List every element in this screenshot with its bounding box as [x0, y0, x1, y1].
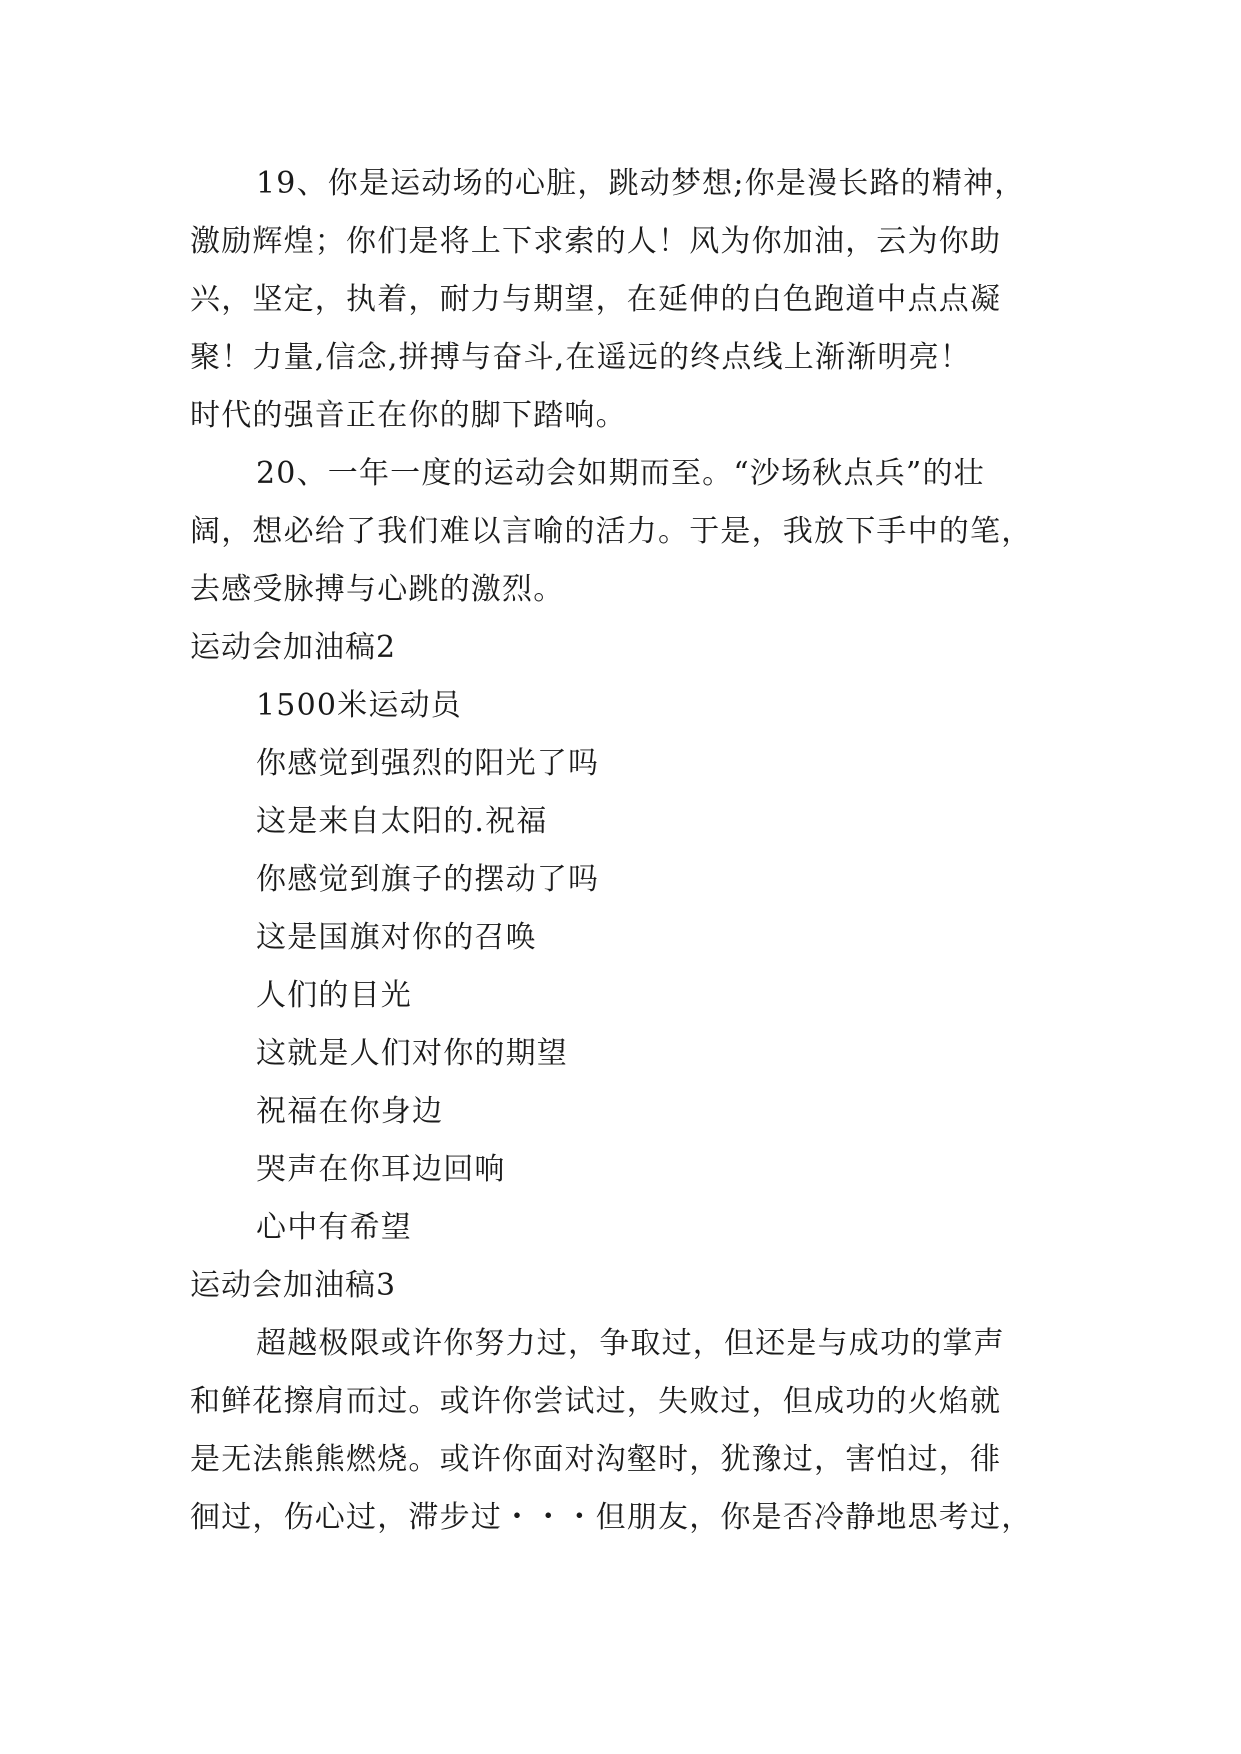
paragraph-line: 和鲜花擦肩而过。或许你尝试过，失败过，但成功的火焰就	[190, 1384, 1002, 1419]
paragraph-line: 激励辉煌；你们是将上下求索的人！风为你加油，云为你助	[190, 224, 1002, 259]
document-page	[190, 155, 1055, 1547]
poem-line: 这是来自太阳的.祝福	[256, 804, 548, 839]
poem-line: 这就是人们对你的期望	[256, 1036, 568, 1071]
paragraph-line: 阔，想必给了我们难以言喻的活力。于是，我放下手中的笔，	[190, 514, 1033, 549]
section-2	[190, 619, 1055, 1257]
poem-line: 人们的目光	[256, 978, 412, 1013]
paragraph-line: 20、一年一度的运动会如期而至。“沙场秋点兵”的壮	[256, 456, 985, 491]
paragraph-line: 19、你是运动场的心脏，跳动梦想;你是漫长路的精神，	[256, 166, 1026, 201]
poem-line: 你感觉到旗子的摆动了吗	[256, 862, 600, 897]
poem-line: 1500米运动员	[256, 688, 462, 723]
section-3	[190, 1257, 1055, 1547]
section-heading: 运动会加油稿3	[190, 1268, 397, 1303]
paragraph-line: 时代的强音正在你的脚下踏响。	[190, 398, 627, 433]
paragraph-line: 是无法熊熊燃烧。或许你面对沟壑时，犹豫过，害怕过，徘	[190, 1442, 1002, 1477]
poem-line: 这是国旗对你的召唤	[256, 920, 537, 955]
paragraph-20	[190, 445, 1055, 619]
paragraph-line: 超越极限或许你努力过，争取过，但还是与成功的掌声	[256, 1326, 1005, 1361]
paragraph-line: 聚！力量,信念,拼搏与奋斗,在遥远的终点线上渐渐明亮！	[190, 340, 972, 375]
poem-line: 心中有希望	[256, 1210, 412, 1245]
paragraph-line: 去感受脉搏与心跳的激烈。	[190, 572, 565, 607]
paragraph-line: 兴，坚定，执着，耐力与期望，在延伸的白色跑道中点点凝	[190, 282, 1002, 317]
paragraph-line: 徊过，伤心过，滞步过・・・但朋友，你是否冷静地思考过，	[190, 1500, 1033, 1535]
poem-line: 祝福在你身边	[256, 1094, 444, 1129]
poem-line: 你感觉到强烈的阳光了吗	[256, 746, 600, 781]
paragraph-19	[190, 155, 1055, 445]
poem-line: 哭声在你耳边回响	[256, 1152, 506, 1187]
section-heading: 运动会加油稿2	[190, 630, 397, 665]
